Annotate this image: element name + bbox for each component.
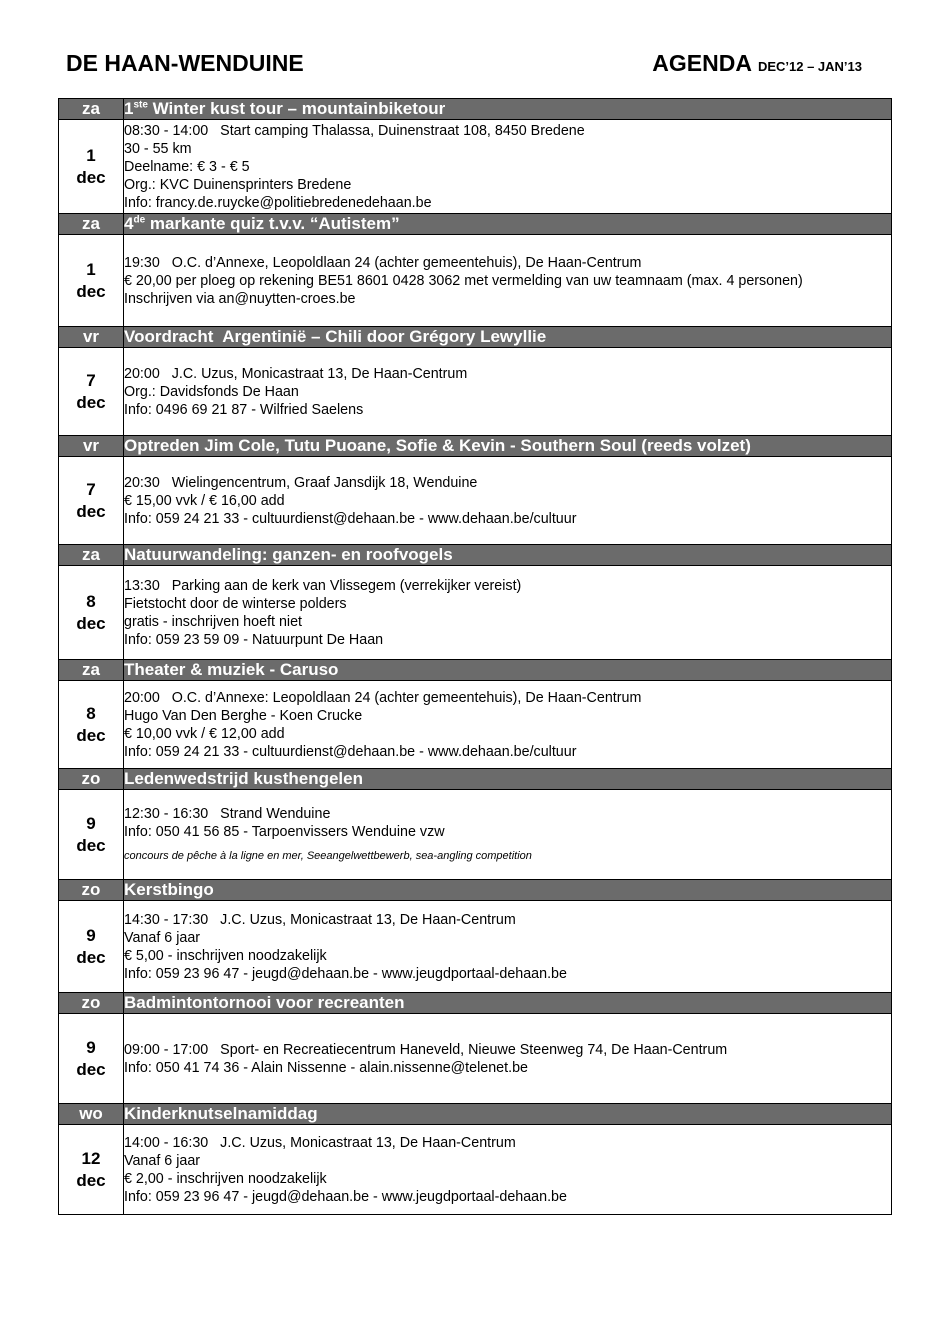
event-detail-line: 14:00 - 16:30 J.C. Uzus, Monicastraat 13, De Haan-Centrum	[124, 1134, 516, 1151]
event-date-day: 1	[86, 259, 96, 279]
event-detail-line: € 10,00 vvk / € 12,00 add	[124, 725, 285, 742]
event-header-row	[59, 880, 892, 901]
event-detail-line: 12:30 - 16:30 Strand Wenduine	[124, 805, 331, 822]
event-date-month: dec	[76, 501, 106, 521]
event-date-day: 12	[81, 1148, 101, 1168]
event-note: concours de pêche à la ligne en mer, Seeangelwettbewerb, sea-angling competition	[124, 849, 532, 862]
event-detail-line: Fietstocht door de winterse polders	[124, 595, 347, 612]
event-detail-line: Info: francy.de.ruycke@politiebredenedehaan.be	[124, 194, 432, 211]
event-detail-row	[59, 1014, 892, 1104]
event-detail-line: Info: 050 41 56 85 - Tarpoenvissers Wenduine vzw	[124, 823, 445, 840]
agenda-period: DEC’12 – JAN’13	[757, 59, 862, 74]
event-detail-line: gratis - inschrijven hoeft niet	[124, 613, 302, 630]
event-title-text: Badmintontornooi voor recreanten	[124, 993, 405, 1012]
event-detail-row	[59, 1125, 892, 1215]
event-detail-line: 30 - 55 km	[124, 140, 192, 157]
event-details	[124, 790, 892, 880]
event-title-text: Optreden Jim Cole, Tutu Puoane, Sofie & Kevin - Southern Soul (reeds volzet)	[124, 436, 751, 455]
event-date-day: 7	[86, 479, 96, 499]
event-header-row	[59, 545, 892, 566]
event-detail-line: Info: 059 23 96 47 - jeugd@dehaan.be - www.jeugdportaal-dehaan.be	[124, 965, 567, 982]
event-date-day: 1	[86, 145, 96, 165]
event-detail-line: Inschrijven via an@nuytten-croes.be	[124, 290, 356, 307]
event-date-month: dec	[76, 392, 106, 412]
event-details	[124, 457, 892, 545]
event-date-month: dec	[76, 1170, 106, 1190]
event-title	[124, 214, 892, 235]
event-header-row	[59, 214, 892, 235]
event-detail-line: 08:30 - 14:00 Start camping Thalassa, Duinenstraat 108, 8450 Bredene	[124, 122, 585, 139]
event-title	[124, 880, 892, 901]
event-detail-line: Vanaf 6 jaar	[124, 929, 201, 946]
event-detail-line: 13:30 Parking aan de kerk van Vlissegem (verrekijker vereist)	[124, 577, 522, 594]
event-header-row	[59, 1104, 892, 1125]
event-date-month: dec	[76, 947, 106, 967]
event-detail-line: € 20,00 per ploeg op rekening BE51 8601 0428 3062 met vermelding van uw teamnaam (max. 4 personen)	[124, 272, 803, 289]
event-detail-line: Info: 059 24 21 33 - cultuurdienst@dehaan.be - www.dehaan.be/cultuur	[124, 743, 577, 760]
event-title-text: Ledenwedstrijd kusthengelen	[124, 769, 363, 788]
event-date-month: dec	[76, 835, 106, 855]
event-date	[59, 120, 124, 214]
event-detail-line: Vanaf 6 jaar	[124, 1152, 201, 1169]
event-weekday: za	[59, 214, 124, 235]
event-detail-row	[59, 901, 892, 993]
agenda-body	[59, 99, 892, 1215]
event-date-month: dec	[76, 613, 106, 633]
event-detail-line: Info: 050 41 74 36 - Alain Nissenne - alain.nissenne@telenet.be	[124, 1059, 528, 1076]
event-title	[124, 327, 892, 348]
event-title-ordinal: ste	[133, 99, 148, 111]
event-detail-line: Info: 059 24 21 33 - cultuurdienst@dehaan.be - www.dehaan.be/cultuur	[124, 510, 577, 527]
event-date	[59, 457, 124, 545]
event-detail-line: Hugo Van Den Berghe - Koen Crucke	[124, 707, 363, 724]
event-title-ordinal: de	[133, 214, 146, 226]
page-title: DE HAAN-WENDUINE	[66, 50, 304, 76]
event-details	[124, 1125, 892, 1215]
event-details	[124, 348, 892, 436]
event-detail-line: Deelname: € 3 - € 5	[124, 158, 250, 175]
event-details	[124, 901, 892, 993]
event-header-row	[59, 769, 892, 790]
event-detail-line: € 2,00 - inschrijven noodzakelijk	[124, 1170, 327, 1187]
event-detail-line: 14:30 - 17:30 J.C. Uzus, Monicastraat 13, De Haan-Centrum	[124, 911, 516, 928]
event-date-day: 9	[86, 925, 96, 945]
event-weekday: vr	[59, 327, 124, 348]
event-weekday: zo	[59, 769, 124, 790]
event-details	[124, 566, 892, 660]
event-detail-row	[59, 235, 892, 327]
event-detail-row	[59, 790, 892, 880]
event-detail-row	[59, 120, 892, 214]
event-title-text: Theater & muziek - Caruso	[124, 660, 339, 679]
event-detail-row	[59, 457, 892, 545]
event-detail-row	[59, 348, 892, 436]
event-title-text: Kerstbingo	[124, 880, 214, 899]
event-date-month: dec	[76, 167, 106, 187]
event-date	[59, 1125, 124, 1215]
event-title	[124, 769, 892, 790]
event-date	[59, 566, 124, 660]
event-details	[124, 681, 892, 769]
event-date-month: dec	[76, 725, 106, 745]
event-header-row	[59, 99, 892, 120]
event-title-text: Natuurwandeling: ganzen- en roofvogels	[124, 545, 453, 564]
event-weekday: za	[59, 545, 124, 566]
event-weekday: wo	[59, 1104, 124, 1125]
event-header-row	[59, 327, 892, 348]
page-header	[62, 44, 862, 84]
event-date	[59, 1014, 124, 1104]
event-weekday: zo	[59, 880, 124, 901]
event-detail-line: 19:30 O.C. d’Annexe, Leopoldlaan 24 (achter gemeentehuis), De Haan-Centrum	[124, 254, 642, 271]
event-date-day: 8	[86, 591, 96, 611]
event-title-number: 1	[124, 99, 134, 118]
event-header-row	[59, 436, 892, 457]
event-details	[124, 120, 892, 214]
event-date	[59, 681, 124, 769]
agenda-label: AGENDA	[652, 50, 752, 76]
event-weekday: za	[59, 99, 124, 120]
event-date-day: 8	[86, 703, 96, 723]
event-detail-line: 20:00 J.C. Uzus, Monicastraat 13, De Haan-Centrum	[124, 365, 468, 382]
event-weekday: za	[59, 660, 124, 681]
event-title-text: markante quiz t.v.v. “Autistem”	[145, 214, 400, 233]
event-title-text: Voordracht Argentinië – Chili door Grégory Lewyllie	[124, 327, 547, 346]
agenda-table	[58, 98, 892, 1215]
event-header-row	[59, 993, 892, 1014]
event-date-day: 7	[86, 370, 96, 390]
event-detail-line: € 15,00 vvk / € 16,00 add	[124, 492, 285, 509]
event-detail-line: 20:30 Wielingencentrum, Graaf Jansdijk 18, Wenduine	[124, 474, 478, 491]
event-title-text: Winter kust tour – mountainbiketour	[147, 99, 446, 118]
event-title-text: Kinderknutselnamiddag	[124, 1104, 318, 1123]
event-details	[124, 235, 892, 327]
agenda-heading	[652, 50, 862, 77]
event-detail-row	[59, 566, 892, 660]
event-detail-line: Org.: Davidsfonds De Haan	[124, 383, 299, 400]
event-title-number: 4	[124, 214, 134, 233]
event-header-row	[59, 660, 892, 681]
event-date	[59, 235, 124, 327]
event-detail-line: Info: 0496 69 21 87 - Wilfried Saelens	[124, 401, 364, 418]
event-title	[124, 993, 892, 1014]
event-detail-line: Info: 059 23 96 47 - jeugd@dehaan.be - www.jeugdportaal-dehaan.be	[124, 1188, 567, 1205]
event-date-month: dec	[76, 1059, 106, 1079]
event-date	[59, 901, 124, 993]
event-date	[59, 348, 124, 436]
event-date-day: 9	[86, 813, 96, 833]
event-weekday: vr	[59, 436, 124, 457]
event-detail-line: 09:00 - 17:00 Sport- en Recreatiecentrum Haneveld, Nieuwe Steenweg 74, De Haan-Centrum	[124, 1041, 728, 1058]
event-date-day: 9	[86, 1037, 96, 1057]
event-title	[124, 99, 892, 120]
event-weekday: zo	[59, 993, 124, 1014]
event-detail-line: € 5,00 - inschrijven noodzakelijk	[124, 947, 327, 964]
event-detail-line: Info: 059 23 59 09 - Natuurpunt De Haan	[124, 631, 384, 648]
event-detail-line: Org.: KVC Duinensprinters Bredene	[124, 176, 352, 193]
event-details	[124, 1014, 892, 1104]
event-title	[124, 660, 892, 681]
event-detail-line: 20:00 O.C. d’Annexe: Leopoldlaan 24 (achter gemeentehuis), De Haan-Centrum	[124, 689, 642, 706]
event-date	[59, 790, 124, 880]
event-title	[124, 1104, 892, 1125]
event-detail-row	[59, 681, 892, 769]
event-date-month: dec	[76, 281, 106, 301]
event-title	[124, 545, 892, 566]
event-title	[124, 436, 892, 457]
